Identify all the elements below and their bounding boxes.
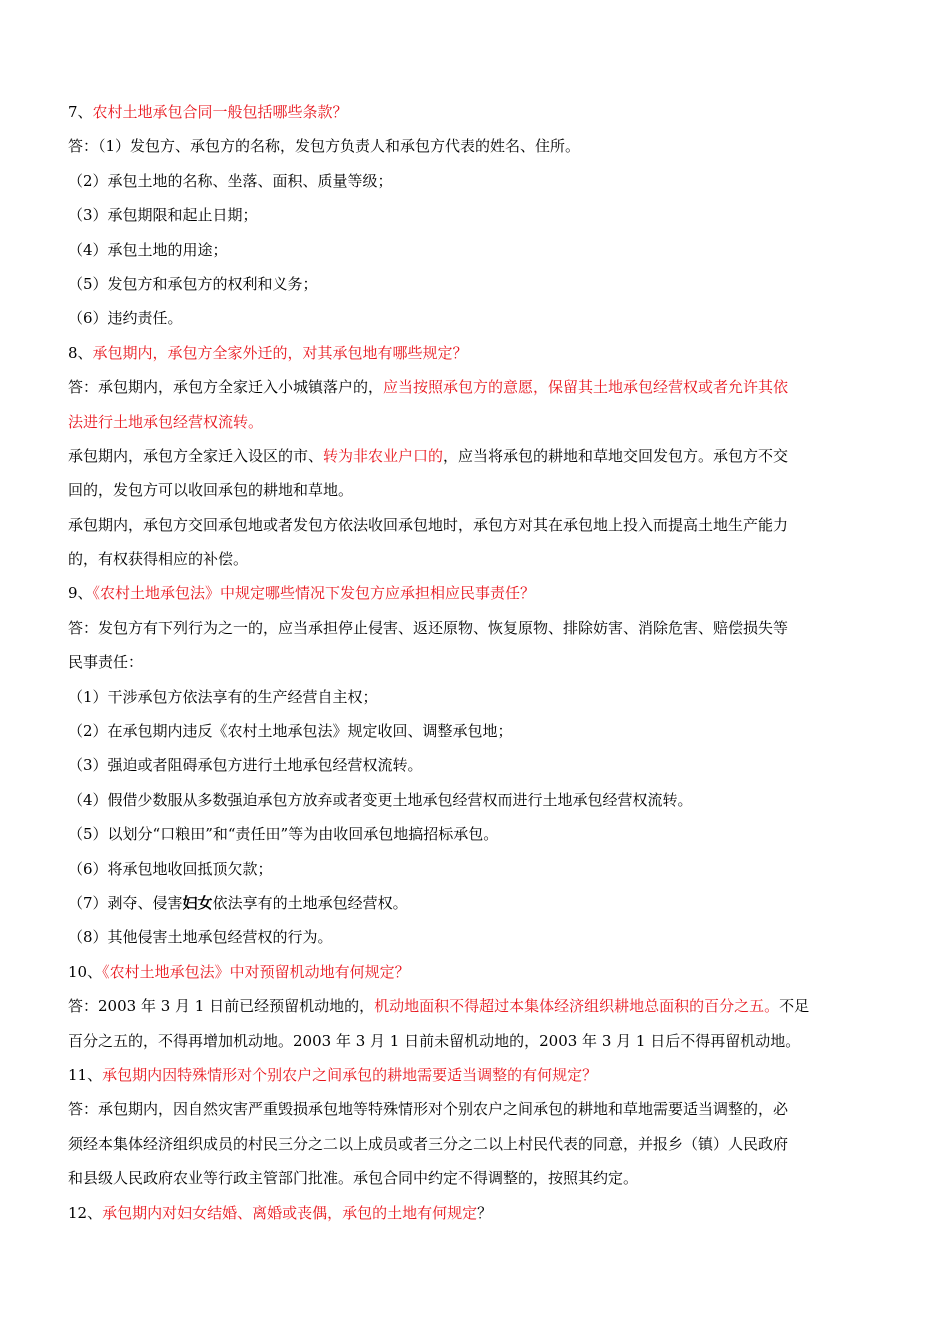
text-line bbox=[68, 576, 882, 610]
text-span: 答：（1）发包方、承包方的名称，发包方负责人和承包方代表的姓名、住所。 bbox=[68, 137, 581, 156]
text-span: （5）以划分“口粮田”和“责任田”等为由收回承包地搞招标承包。 bbox=[68, 825, 499, 844]
text-line bbox=[68, 1127, 882, 1161]
text-line bbox=[68, 1196, 882, 1230]
text-line bbox=[68, 301, 882, 335]
highlighted-text: 法进行土地承包经营权流转。 bbox=[68, 412, 264, 431]
text-span: 和县级人民政府农业等行政主管部门批准。承包合同中约定不得调整的，按照其约定。 bbox=[68, 1169, 639, 1188]
text-line bbox=[68, 370, 882, 404]
highlighted-text: 承包期内因特殊情形对个别农户之间承包的耕地需要适当调整的有何规定？ bbox=[102, 1065, 598, 1084]
text-line bbox=[68, 473, 882, 507]
text-span: ，应当将承包的耕地和草地交回发包方。承包方不交 bbox=[443, 446, 789, 465]
text-span: 须经本集体经济组织成员的村民三分之二以上成员或者三分之二以上村民代表的同意，并报乡（镇）人民政府 bbox=[68, 1134, 789, 1153]
text-span: （4）承包土地的用途； bbox=[68, 240, 228, 259]
text-span: 答：承包期内，因自然灾害严重毁损承包地等特殊情形对个别农户之间承包的耕地和草地需要适当调整的，必 bbox=[68, 1100, 789, 1119]
text-line bbox=[68, 852, 882, 886]
text-line bbox=[68, 817, 882, 851]
highlighted-text: 转为非农业户口的 bbox=[323, 446, 444, 465]
text-line bbox=[68, 233, 882, 267]
text-span: （3）强迫或者阻碍承包方进行土地承包经营权流转。 bbox=[68, 756, 423, 775]
text-span: 回的，发包方可以收回承包的耕地和草地。 bbox=[68, 481, 354, 500]
highlighted-text: 应当按照承包方的意愿，保留其土地承包经营权或者允许其依 bbox=[383, 378, 789, 397]
text-line bbox=[68, 267, 882, 301]
text-span: ？ bbox=[477, 1203, 493, 1222]
highlighted-text: 承包期内，承包方全家外迁的，对其承包地有哪些规定？ bbox=[92, 343, 468, 362]
text-line bbox=[68, 1024, 882, 1058]
text-line bbox=[68, 405, 882, 439]
text-span: 依法享有的土地承包经营权。 bbox=[212, 893, 408, 912]
highlighted-text: 机动地面积不得超过本集体经济组织耕地总面积的百分之五。 bbox=[374, 997, 780, 1016]
text-line bbox=[68, 1058, 882, 1092]
text-span: 妇女 bbox=[182, 893, 213, 912]
text-span: 答：2003 年 3 月 1 日前已经预留机动地的， bbox=[68, 997, 375, 1016]
text-span: （5）发包方和承包方的权利和义务； bbox=[68, 274, 318, 293]
text-span: （6）违约责任。 bbox=[68, 309, 183, 328]
highlighted-text: 《农村土地承包法》中规定哪些情况下发包方应承担相应民事责任？ bbox=[92, 584, 536, 603]
text-span: （8）其他侵害土地承包经营权的行为。 bbox=[68, 928, 333, 947]
text-span: 9、 bbox=[68, 584, 93, 603]
text-line bbox=[68, 680, 882, 714]
text-line bbox=[68, 714, 882, 748]
text-span: （1）干涉承包方依法享有的生产经营自主权； bbox=[68, 687, 378, 706]
text-span: 百分之五的，不得再增加机动地。2003 年 3 月 1 日前未留机动地的，2003 年 3 月 1 日后不得再留机动地。 bbox=[68, 1031, 801, 1050]
text-line bbox=[68, 508, 882, 542]
text-line bbox=[68, 783, 882, 817]
text-span: 的，有权获得相应的补偿。 bbox=[68, 550, 249, 569]
text-line bbox=[68, 920, 882, 954]
text-line bbox=[68, 198, 882, 232]
text-line bbox=[68, 611, 882, 645]
text-span: （4）假借少数服从多数强迫承包方放弃或者变更土地承包经营权而进行土地承包经营权流转。 bbox=[68, 790, 693, 809]
text-line bbox=[68, 955, 882, 989]
text-line bbox=[68, 1092, 882, 1126]
text-span: 承包期内，承包方全家迁入设区的市、 bbox=[68, 446, 324, 465]
highlighted-text: 《农村土地承包法》中对预留机动地有何规定？ bbox=[102, 962, 410, 981]
highlighted-text: 承包期内对妇女结婚、离婚或丧偶，承包的土地有何规定 bbox=[102, 1203, 478, 1222]
text-line bbox=[68, 645, 882, 679]
text-span: 不足 bbox=[779, 997, 810, 1016]
text-span: 7、 bbox=[68, 103, 93, 121]
text-line bbox=[68, 439, 882, 473]
text-span: 11、 bbox=[68, 1065, 103, 1084]
text-span: （6）将承包地收回抵顶欠款； bbox=[68, 859, 273, 878]
text-span: （2）承包土地的名称、坐落、面积、质量等级； bbox=[68, 171, 393, 190]
highlighted-text: 农村土地承包合同一般包括哪些条款？ bbox=[92, 103, 348, 121]
text-line bbox=[68, 336, 882, 370]
text-span: 答：发包方有下列行为之一的，应当承担停止侵害、返还原物、恢复原物、排除妨害、消除危害、赔偿损失等 bbox=[68, 618, 789, 637]
text-line bbox=[68, 542, 882, 576]
text-span: 答：承包期内，承包方全家迁入小城镇落户的， bbox=[68, 378, 384, 397]
text-span: 8、 bbox=[68, 343, 93, 362]
text-line bbox=[68, 748, 882, 782]
text-span: （3）承包期限和起止日期； bbox=[68, 206, 258, 225]
text-line bbox=[68, 129, 882, 163]
text-span: （7）剥夺、侵害 bbox=[68, 893, 183, 912]
text-line bbox=[68, 989, 882, 1023]
text-span: 民事责任： bbox=[68, 653, 144, 672]
text-span: 承包期内，承包方交回承包地或者发包方依法收回承包地时，承包方对其在承包地上投入而提高土地生产能力 bbox=[68, 515, 789, 534]
text-line bbox=[68, 1161, 882, 1195]
text-span: （2）在承包期内违反《农村土地承包法》规定收回、调整承包地； bbox=[68, 722, 513, 741]
text-span: 10、 bbox=[68, 962, 103, 981]
text-span: 12、 bbox=[68, 1203, 103, 1222]
text-line bbox=[68, 886, 882, 920]
text-line bbox=[68, 95, 882, 129]
text-line bbox=[68, 164, 882, 198]
